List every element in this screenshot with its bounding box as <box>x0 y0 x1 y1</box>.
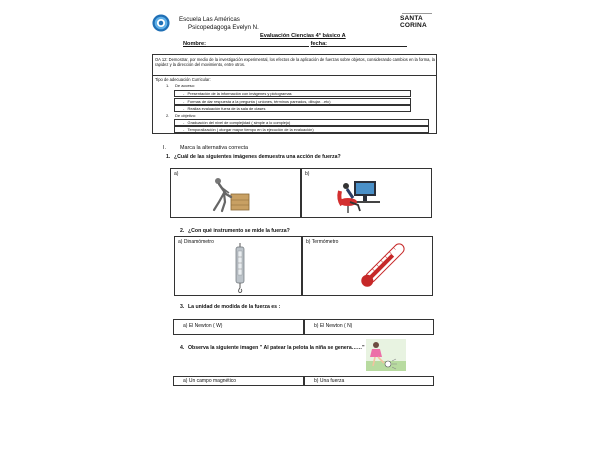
adaptation-type-label: Tipo de adecuación Curricular: <box>155 77 211 82</box>
q3-option-a-label: a) El Newton ( W) <box>183 323 223 329</box>
access-item: - Formas de dar respuesta a la pregunta ( uniones, términos pareados, dibujar…etc) <box>174 98 411 105</box>
q2-text: ¿Con qué instrumento se mide la fuerza? <box>188 228 290 234</box>
q1-option-b[interactable] <box>301 168 432 218</box>
school-name: Escuela Las Américas <box>179 16 240 23</box>
q4-number: 4. <box>180 345 185 351</box>
date-label: fecha: <box>310 41 328 47</box>
dynamometer-image <box>233 243 247 293</box>
objectives-box <box>152 54 437 134</box>
name-label: Nombre: <box>183 41 206 47</box>
q2-option-b-label: b) Termómetro <box>306 239 339 245</box>
access-item: - Realiza evaluación fuera de la sala de clases <box>174 105 411 112</box>
q1-text: ¿Cuál de las siguientes imágenes demuestra una acción de fuerza? <box>174 154 341 160</box>
q4-option-b[interactable] <box>304 376 434 386</box>
q4-option-a[interactable] <box>173 376 304 386</box>
logo-text-corina: CORINA <box>400 22 427 29</box>
logo-text-santa: SANTA <box>400 15 423 22</box>
access-label: De acceso: <box>175 83 196 88</box>
person-pushing-box-image <box>209 174 253 216</box>
objective-item: - Temporalización ( otorgar mayor tiempo en la ejecución de la evaluación) <box>174 126 429 133</box>
objective-item: - Graduación del nivel de complejidad ( simple a lo complejo) <box>174 119 429 126</box>
q3-number: 3. <box>180 304 185 310</box>
q1-number: 1. <box>166 154 171 160</box>
q1-option-a[interactable] <box>170 168 301 218</box>
date-line[interactable] <box>327 41 407 47</box>
oa-divider <box>153 75 436 76</box>
objective-label: De objetivo: <box>175 113 197 118</box>
psychopedagogue-name: Psicopedagoga Evelyn N. <box>188 24 259 32</box>
q3-option-a[interactable] <box>173 319 304 335</box>
q2-option-a-label: a) Dinamómetro <box>178 239 214 245</box>
school-logo-icon <box>152 14 170 32</box>
school-header <box>179 16 259 32</box>
q2-option-b[interactable] <box>302 236 433 296</box>
girl-kicking-ball-image <box>366 339 406 371</box>
person-at-computer-image <box>330 175 382 215</box>
section-title: Marca la alternativa correcta <box>180 145 249 151</box>
thermometer-image <box>351 242 409 294</box>
access-item: - Presentación de la información con imágenes y pictogramas <box>174 90 411 97</box>
q4-text: Observa la siguiente imagen " Al patear la pelota la niña se genera……" <box>188 345 365 351</box>
evaluation-title: Evaluación Ciencias 4° básico A <box>260 33 346 39</box>
access-number: 1. <box>166 83 170 88</box>
q1-option-a-label: a) <box>174 171 179 177</box>
q1-option-b-label: b) <box>305 171 310 177</box>
q2-number: 2. <box>180 228 185 234</box>
name-date-row <box>183 41 407 47</box>
santa-corina-logo <box>400 13 434 33</box>
section-numeral: I. <box>163 145 166 151</box>
q2-option-a[interactable] <box>174 236 302 296</box>
q4-option-a-label: a) Un campo magnético <box>183 378 237 384</box>
q3-option-b[interactable] <box>304 319 434 335</box>
oa-description: OA 12: Demostrar, por medio de la investigación experimental, los efectos de la aplicación de fuerzas sobre objetos, considerando cambios en la forma, la rapidez y la dirección del movimiento, entre otros. <box>155 57 435 68</box>
q4-option-b-label: b) Una fuerza <box>314 378 345 384</box>
q3-option-b-label: b) El Newton ( N) <box>314 323 353 329</box>
q3-text: La unidad de modida de la fuerza es : <box>188 304 281 310</box>
name-line[interactable] <box>206 41 309 47</box>
objective-number: 2. <box>166 113 170 118</box>
